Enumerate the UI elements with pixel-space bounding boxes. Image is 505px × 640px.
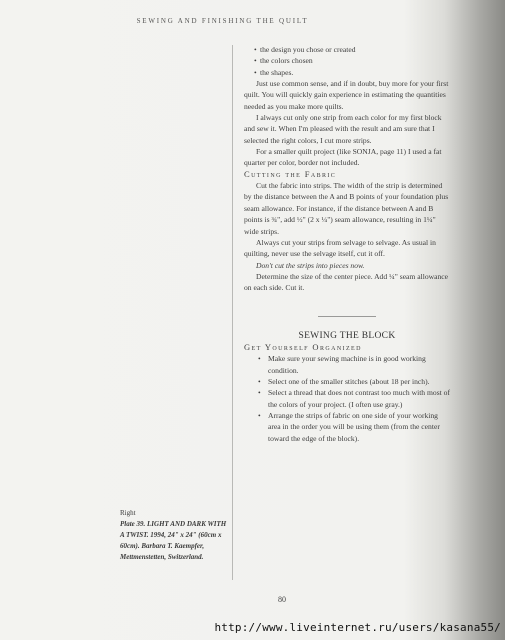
plate-caption	[120, 508, 228, 563]
main-text-column	[244, 44, 450, 444]
top-bullet: • the shapes.	[244, 67, 450, 78]
paragraph: For a smaller quilt project (like SONJA, page 11) I used a fat quarter per color, border not included.	[244, 147, 442, 168]
section-heading-organized: Get Yourself Organized	[244, 341, 362, 352]
section-heading-cutting: Cutting the Fabric	[244, 168, 337, 179]
section-divider	[318, 316, 376, 317]
list-item: • Select one of the smaller stitches (about 18 per inch).	[244, 376, 450, 387]
caption-label: Right	[120, 509, 136, 517]
paragraph: I always cut only one strip from each color for my first block and sew it. When I'm pleased with the result and am sure that I selected the right colors, I cut more strips.	[244, 113, 442, 145]
paragraph: Always cut your strips from selvage to selvage. As usual in quilting, never use the selvage itself, cut it off.	[244, 237, 436, 259]
page-number: 80	[278, 595, 286, 604]
list-item: • Make sure your sewing machine is in good working condition.	[244, 353, 450, 376]
paragraph: Determine the size of the center piece. Add ¼" seam allowance on each side. Cut it.	[244, 271, 449, 293]
paragraph: Just use common sense, and if in doubt, buy more for your first quilt. You will quickly gain experience in estimating the quantities needed as you make more quilts.	[244, 79, 449, 111]
list-item: • Arrange the strips of fabric on one side of your working area in the order you will be using them (from the center toward the edge of the block).	[244, 410, 450, 444]
chapter-title: SEWING THE BLOCK	[298, 330, 396, 341]
organized-list	[244, 353, 450, 444]
top-bullet: • the colors chosen	[244, 55, 450, 66]
top-bullet: • the design you chose or created	[244, 44, 450, 55]
paragraph-italic: Don't cut the strips into pieces now.	[256, 260, 365, 270]
running-head: SEWING AND FINISHING THE QUILT	[136, 17, 309, 25]
paragraph: Cut the fabric into strips. The width of the strip is determined by the distance between the A and B points of your foundation plus seam allowance. For instance, if the distance between A and B points is ¾", add ½" (2 x ¼") seam allowance, resulting in 1¼" wide strips.	[244, 181, 449, 236]
list-item: • Select a thread that does not contrast too much with most of the colors of your project. (I often use gray.)	[244, 387, 450, 410]
caption-text: Plate 39. LIGHT AND DARK WITH A TWIST. 1994, 24" x 24" (60cm x 60cm). Barbara T. Kaempfer, Mettmenstetten, Switzerland.	[120, 520, 227, 561]
watermark-url: http://www.liveinternet.ru/users/kasana55/	[214, 621, 501, 634]
column-divider	[232, 45, 233, 580]
